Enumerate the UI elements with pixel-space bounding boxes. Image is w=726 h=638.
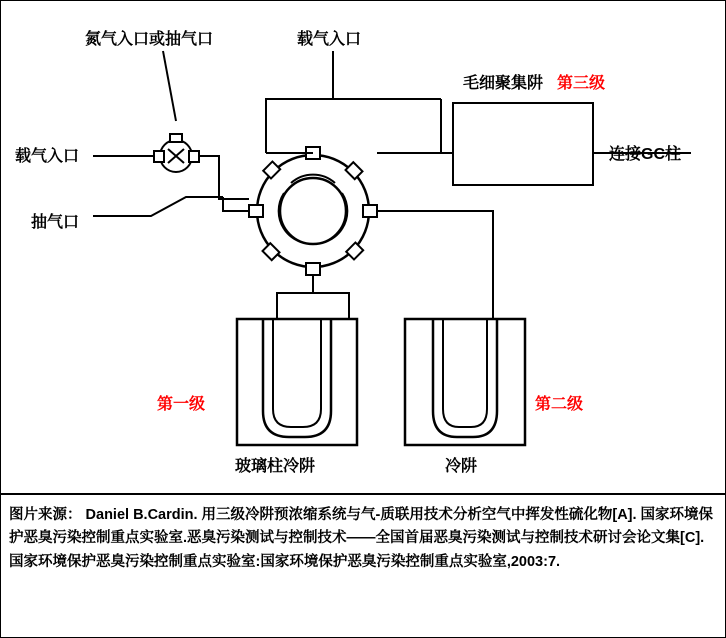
nitrogen-inlet-line [163, 51, 176, 121]
three-stage-cold-trap-schematic [1, 1, 725, 493]
valve-port-upper-left [263, 162, 280, 179]
stage-one-u-tube-inner [273, 319, 321, 427]
stage-one-return-line [277, 293, 349, 319]
label-nitrogen-inlet: 氮气入口或抽气口 [85, 31, 214, 48]
stage-two-u-tube-inner [443, 319, 487, 427]
caption-text: 图片来源： Daniel B.Cardin. 用三级冷阱预浓缩系统与气-质联用技术分析空气中挥发性硫化物[A]. 国家环境保护恶臭污染控制重点实验室.恶臭污染测试与控制技术——全国首届恶臭污染测试与控制技术研讨会论文集[C].国家环境保护恶臭污染控制重点实验室:国家环境保护恶臭污染控制重点实验室,2003:7. [9, 507, 714, 570]
stage-two-assembly [405, 319, 525, 445]
third-stage-group [377, 103, 691, 185]
label-stage-three: 第三级 [557, 75, 606, 92]
valve-port-lower-right [346, 243, 363, 260]
label-carrier-gas-inlet-top: 载气入口 [297, 31, 362, 48]
valve-inner-bore [280, 178, 346, 244]
selector-valve-port-top [170, 134, 182, 142]
carrier-gas-top-line [266, 51, 333, 153]
selector-valve [154, 134, 199, 172]
valve-port-upper-right [346, 162, 363, 179]
figure-caption [1, 493, 725, 638]
label-glass-column-cold-trap: 玻璃柱冷阱 [235, 458, 316, 475]
valve-port-bottom [306, 263, 320, 275]
valve-ports [249, 147, 377, 275]
label-cold-trap: 冷阱 [445, 458, 478, 475]
label-stage-one: 第一级 [157, 396, 206, 413]
stage-one-assembly [237, 319, 357, 445]
valve-port-right [363, 205, 377, 217]
vacuum-port-line [93, 197, 223, 216]
diagram-area [1, 1, 725, 493]
label-stage-two: 第二级 [535, 396, 584, 413]
valve-to-stage-two-line [377, 211, 493, 319]
valve-port-left [249, 205, 263, 217]
selector-valve-port-right [189, 151, 199, 162]
selector-to-valve-line [199, 156, 249, 199]
capillary-focuser-box [453, 103, 593, 185]
valve-to-stage-one-line [277, 275, 313, 319]
label-capillary-focuser: 毛细聚集阱 [463, 75, 544, 92]
selector-valve-port-left [154, 151, 164, 162]
label-vacuum-port: 抽气口 [31, 214, 80, 231]
label-carrier-gas-inlet-left: 载气入口 [15, 148, 80, 165]
valve-port-lower-left [263, 243, 280, 260]
inlet-lines [163, 51, 441, 153]
label-gc-column-connection: 连接GC柱 [609, 146, 682, 163]
